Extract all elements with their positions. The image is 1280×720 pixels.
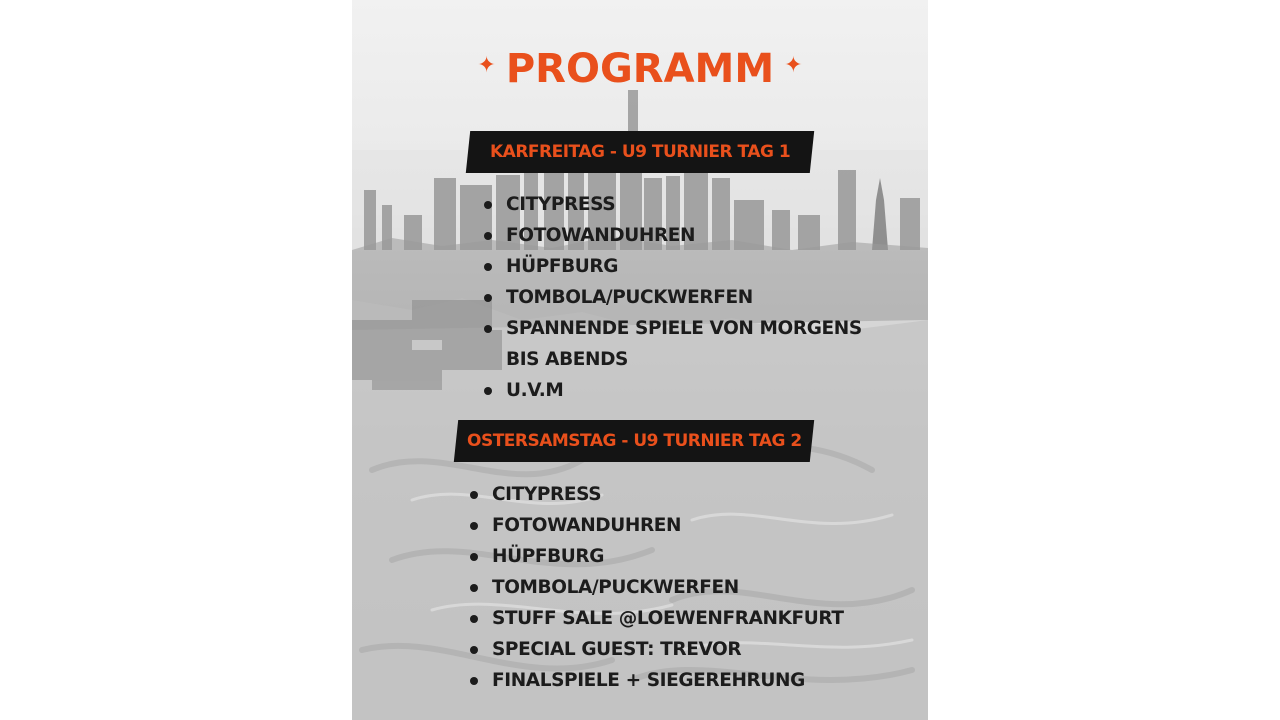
list-item: FINALSPIELE + SIEGEREHRUNG: [468, 665, 908, 696]
list-item: HÜPFBURG: [482, 251, 882, 282]
section-heading-day-2: [454, 420, 814, 462]
list-item: FOTOWANDUHREN: [468, 510, 908, 541]
list-item: HÜPFBURG: [468, 541, 908, 572]
list-item: U.V.M: [482, 375, 882, 406]
list-item: TOMBOLA/PUCKWERFEN: [482, 282, 882, 313]
program-list-day-1: [482, 189, 882, 406]
section-heading-day-2-text: OSTERSAMSTAG - U9 TURNIER TAG 2: [466, 431, 802, 451]
program-list-day-2: [468, 479, 908, 696]
list-item: CITYPRESS: [468, 479, 908, 510]
sparkle-star-icon: ✦: [477, 53, 496, 78]
sparkle-star-icon: ✦: [784, 53, 803, 78]
program-title: [352, 44, 928, 96]
list-item: FOTOWANDUHREN: [482, 220, 882, 251]
list-item: TOMBOLA/PUCKWERFEN: [468, 572, 908, 603]
section-heading-day-1-text: KARFREITAG - U9 TURNIER TAG 1: [489, 142, 791, 162]
section-heading-day-1: [466, 131, 814, 173]
list-item: SPANNENDE SPIELE VON MORGENS BIS ABENDS: [482, 313, 882, 375]
list-item: STUFF SALE @LOEWENFRANKFURT: [468, 603, 908, 634]
program-title-text: PROGRAMM: [505, 46, 775, 92]
program-poster: [352, 0, 928, 720]
list-item: CITYPRESS: [482, 189, 882, 220]
list-item: SPECIAL GUEST: TREVOR: [468, 634, 908, 665]
